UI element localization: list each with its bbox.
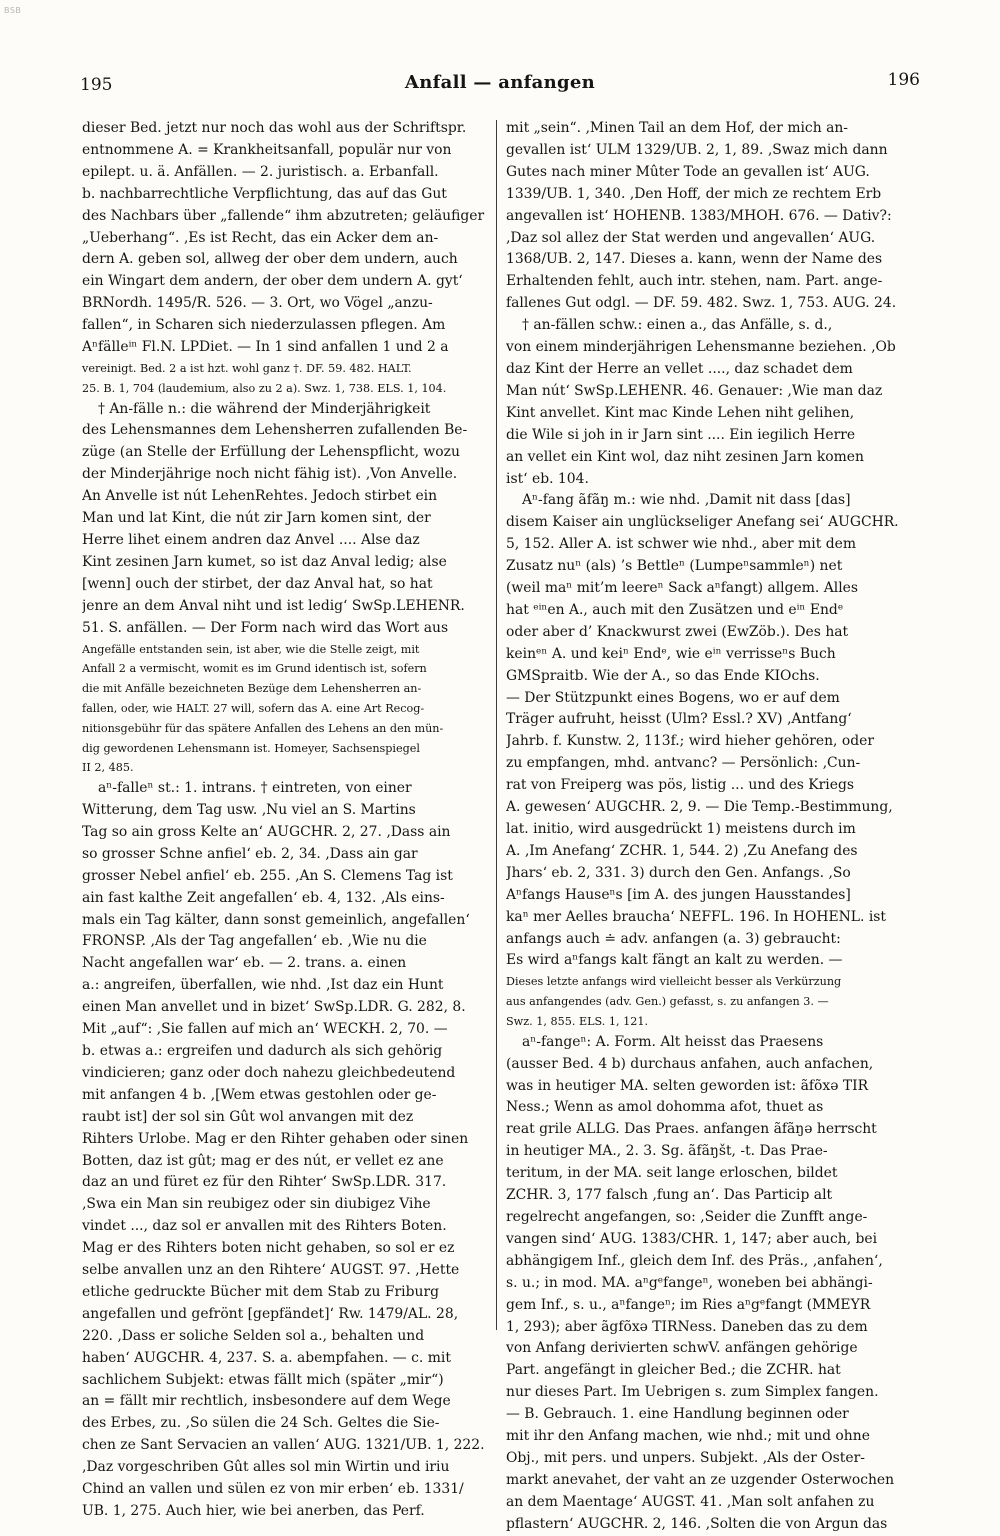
text-line: Aⁿfälleⁱⁿ Fl.N. LPDiet. — In 1 sind anfallen 1 und 2 a [82, 339, 449, 356]
text-line: reat grile ALLG. Das Praes. anfangen ãfãŋə herrscht [506, 1121, 877, 1138]
text-line: Tag so ain gross Kelte an‘ AUGCHR. 2, 27. ‚Dass ain [82, 823, 451, 840]
text-line: Mag er des Rihters boten nicht gehaben, so sol er ez [82, 1240, 455, 1257]
text-line: von einem minderjährigen Lehensmanne beziehen. ‚Ob [506, 339, 896, 356]
text-line: daz an und füret ez für den Rihter‘ SwSp.LDR. 317. [82, 1174, 447, 1191]
text-line: entnommene A. = Krankheitsanfall, populär nur von [82, 141, 452, 158]
text-line: kaⁿ mer Aelles braucha‘ NEFFL. 196. In HOHENL. ist [506, 908, 887, 925]
text-line: angevallen ist‘ HOHENB. 1383/MHOH. 676. — Dativ?: [506, 207, 892, 224]
text-line: Aⁿfangs Hauseⁿs [im A. des jungen Hausstandes] [506, 886, 851, 903]
text-line: angefallen und gefrönt [gepfändet]‘ Rw. 1479/AL. 28, [82, 1305, 459, 1322]
text-line: Botten, daz ist gût; mag er des nút, er vellet ez ane [82, 1152, 444, 1169]
text-line: † An-fälle n.: die während der Minderjährigkeit [98, 400, 431, 417]
text-line: s. u.; in mod. MA. aⁿgᵉfangeⁿ, woneben bei abhängi- [506, 1274, 873, 1291]
text-line: Mit „auf“: ‚Sie fallen auf mich an‘ WECKH. 2, 70. — [82, 1021, 448, 1038]
text-line: der Minderjährige noch nicht fähig ist). ‚Von Anvelle. [82, 466, 458, 483]
text-line: Gutes nach miner Mûter Tode an gevallen ist‘ AUG. [506, 163, 870, 180]
text-line: grosser Nebel anfiel‘ eb. 255. ‚An S. Clemens Tag ist [82, 867, 453, 884]
text-line: Nacht angefallen war‘ eb. — 2. trans. a. einen [82, 955, 407, 972]
text-line: † an-fällen schw.: einen a., das Anfälle, s. d., [522, 317, 833, 334]
text-line: die mit Anfälle bezeichneten Bezüge dem Lehensherren an- [82, 682, 422, 696]
text-line: an vellet ein Kint wol, daz niht zesinen Jarn komen [506, 448, 864, 465]
text-line: ein Wingart dem andern, der ober dem undern A. gyt‘ [82, 273, 463, 290]
text-line: — Der Stützpunkt eines Bogens, wo er auf dem [506, 689, 840, 706]
text-line: 1368/UB. 2, 147. Dieses a. kann, wenn der Name des [506, 251, 883, 268]
text-line: mit ihr den Anfang machen, wie nhd.; mit und ohne [506, 1428, 870, 1445]
text-line: Rihters Urlobe. Mag er den Rihter gehaben oder sinen [82, 1130, 469, 1147]
text-line: Swz. 1, 855. ELS. 1, 121. [506, 1014, 649, 1028]
text-line: teritum, in der MA. seit lange erloschen, bildet [506, 1165, 838, 1182]
text-line: Chind an vallen und sülen ez von mir erben‘ eb. 1331/ [82, 1481, 464, 1498]
text-line: 220. ‚Dass er soliche Selden sol a., behalten und [82, 1327, 425, 1344]
text-line: markt anevahet, der vaht an ze uzgender Osterwochen [506, 1471, 895, 1488]
text-line: aⁿ-falleⁿ st.: 1. intrans. † eintreten, von einer [98, 780, 412, 797]
text-line: vangen sind‘ AUG. 1383/CHR. 1, 147; aber auch, bei [506, 1230, 878, 1247]
text-line: lat. initio, wird ausgedrückt 1) meistens durch im [506, 821, 856, 837]
text-line: gevallen ist‘ ULM 1329/UB. 2, 1, 89. ‚Swaz mich dann [506, 141, 888, 158]
text-line: Ness.; Wenn as amol dohomma afot, thuet as [506, 1099, 824, 1116]
column-divider [496, 120, 497, 1330]
text-line: Obj., mit pers. und unpers. Subjekt. ‚Als der Oster- [506, 1449, 865, 1466]
text-line: nur dieses Part. Im Uebrigen s. zum Simplex fangen. [506, 1384, 879, 1401]
text-line: an dem Maentage‘ AUGST. 41. ‚Man solt anfahen zu [506, 1493, 875, 1510]
text-line: chen ze Sant Servacien an vallen‘ AUG. 1321/UB. 1, 222. [82, 1437, 485, 1454]
text-line: an = fällt mir rechtlich, insbesondere auf dem Wege [82, 1393, 451, 1410]
text-line: Part. angefängt in gleicher Bed.; die ZCHR. hat [506, 1362, 841, 1379]
text-line: (weil maⁿ mit’m leereⁿ Sack aⁿfangt) allgem. Alles [506, 580, 859, 597]
text-line: Kint anvellet. Kint mac Kinde Lehen niht gelihen, [506, 404, 855, 421]
text-line: vindicieren; ganz oder doch nahezu gleichbedeutend [82, 1064, 456, 1081]
text-line: 1, 293); aber ãgfõxə TIRNess. Daneben das zu dem [506, 1318, 868, 1335]
text-line: etliche gedruckte Bücher mit dem Stab zu Friburg [82, 1283, 439, 1300]
text-line: Man nút‘ SwSp.LEHENR. 46. Genauer: ‚Wie man daz [506, 382, 883, 399]
text-line: pflastern‘ AUGCHR. 2, 146. ‚Solten die von Argun das [506, 1515, 888, 1532]
text-line: 5, 152. Aller A. ist schwer wie nhd., aber mit dem [506, 536, 856, 553]
text-line: a.: angreifen, überfallen, wie nhd. ‚Ist daz ein Hunt [82, 977, 444, 994]
text-line: mit „sein“. ‚Minen Tail an dem Hof, der mich an- [506, 120, 848, 136]
text-line: hat ᵉⁱⁿen A., auch mit den Zusätzen und eⁱⁿ Endᵉ [506, 601, 844, 618]
text-line: ‚Daz vorgeschriben Gût alles sol min Wirtin und iriu [82, 1459, 450, 1476]
text-line: keinᵉⁿ A. und keiⁿ Endᵉ, wie eⁱⁿ verrisseⁿs Buch [506, 645, 836, 662]
text-line: des Nachbars über „fallende“ ihm abzutreten; geläufiger [82, 207, 485, 224]
text-line: 25. B. 1, 704 (laudemium, also zu 2 a). Swz. 1, 738. ELS. 1, 104. [82, 381, 447, 395]
text-line: dieser Bed. jetzt nur noch das wohl aus der Schriftspr. [82, 120, 467, 136]
text-line: selbe anvallen unz an den Rihtere‘ AUGST. 97. ‚Hette [82, 1262, 460, 1279]
text-line: Witterung, dem Tag usw. ‚Nu viel an S. Martins [82, 802, 416, 819]
text-line: Kint zesinen Jarn kumet, so ist daz Anval ledig; alse [82, 553, 447, 570]
text-line: dern A. geben sol, allweg der ober dem undern, auch [82, 251, 458, 268]
text-line: Dieses letzte anfangs wird vielleicht besser als Verkürzung [506, 975, 842, 989]
text-line: epilept. u. ä. Anfällen. — 2. juristisch. a. Erbanfall. [82, 163, 439, 180]
text-line: raubt ist] der sol sin Gût wol anvangen mit dez [82, 1108, 414, 1125]
text-line: ‚Daz sol allez der Stat werden und angevallen‘ AUG. [506, 229, 876, 246]
text-line: abhängigem Inf., gleich dem Inf. des Präs., ‚anfahen‘, [506, 1252, 883, 1269]
text-line: Aⁿ-fang ãfãŋ m.: wie nhd. ‚Damit nit dass [das] [522, 492, 851, 509]
text-line: Man und lat Kint, die nút zir Jarn komen sint, der [82, 510, 431, 527]
text-line: GMSpraitb. Wie der A., so das Ende KIOchs. [506, 667, 820, 684]
text-line: Jahrb. f. Kunstw. 2, 113f.; wird hieher gehören, oder [506, 733, 875, 750]
text-line: — B. Gebrauch. 1. eine Handlung beginnen oder [506, 1406, 849, 1423]
text-line: fallen, oder, wie HALT. 27 will, sofern das A. eine Art Recog- [82, 701, 425, 715]
text-line: aus anfangendes (adv. Gen.) gefasst, s. zu anfangen 3. — [506, 995, 829, 1009]
text-line: ZCHR. 3, 177 falsch ‚fung an‘. Das Particip alt [506, 1187, 833, 1204]
left-column [82, 118, 490, 1523]
text-line: UB. 1, 275. Auch hier, wie bei anerben, das Perf. [82, 1503, 425, 1520]
text-line: so grosser Schne anfiel‘ eb. 2, 34. ‚Dass ain gar [82, 845, 418, 862]
text-line: einen Man anvellet und in bizet‘ SwSp.LDR. G. 282, 8. [82, 999, 466, 1016]
text-line: rat von Freiperg was pös, listig ... und des Kriegs [506, 777, 854, 794]
text-line: Anfall 2 a vermischt, womit es im Grund identisch ist, sofern [82, 662, 427, 676]
text-line: des Erbes, zu. ‚So sülen die 24 Sch. Geltes die Sie- [82, 1415, 440, 1432]
text-line: züge (an Stelle der Erfüllung der Lehenspflicht, wozu [82, 444, 460, 461]
text-line: ‚Swa ein Man sin reubigez oder sin diubigez Vihe [82, 1196, 431, 1213]
text-line: (ausser Bed. 4 b) durchaus anfahen, auch anfachen, [506, 1055, 874, 1072]
text-line: b. nachbarrechtliche Verpflichtung, das auf das Gut [82, 185, 447, 202]
text-line: 51. S. anfällen. — Der Form nach wird das Wort aus [82, 619, 449, 636]
text-line: An Anvelle ist nút LehenRehtes. Jedoch stirbet ein [82, 488, 438, 505]
right-column [506, 118, 914, 1536]
text-line: jenre an dem Anval niht und ist ledig‘ SwSp.LEHENR. [82, 597, 465, 614]
text-line: II 2, 485. [82, 761, 134, 775]
text-line: 1339/UB. 1, 340. ‚Den Hoff, der mich ze rechtem Erb [506, 185, 882, 202]
text-line: FRONSP. ‚Als der Tag angefallen‘ eb. ‚Wie nu die [82, 933, 427, 950]
text-line: vindet ..., daz sol er anvallen mit des Rihters Boten. [82, 1218, 447, 1235]
text-line: ist‘ eb. 104. [506, 470, 589, 487]
page-number-left: 195 [80, 75, 113, 95]
text-line: gem Inf., s. u., aⁿfangeⁿ; im Ries aⁿgᵉfangt (MMEYR [506, 1296, 871, 1313]
text-line: „Ueberhang“. ‚Es ist Recht, das ein Acker dem an- [82, 229, 439, 246]
page-number-right: 196 [887, 70, 920, 90]
library-stamp: BSB [4, 6, 22, 15]
text-line: was in heutiger MA. selten geworden ist: ãfõxə TIR [506, 1077, 869, 1094]
text-line: ain fast kalthe Zeit angefallen‘ eb. 4, 132. ‚Als eins- [82, 889, 445, 906]
text-line: Herre lihet einem andren daz Anvel .... Alse daz [82, 532, 420, 548]
text-line: von Anfang derivierten schwV. anfängen gehörige [506, 1340, 858, 1357]
text-line: aⁿ-fangeⁿ: A. Form. Alt heisst das Praesens [522, 1033, 824, 1050]
text-line: regelrecht angefangen, so: ‚Seider die Zunfft ange- [506, 1208, 868, 1225]
text-line: b. etwas a.: ergreifen und dadurch als sich gehörig [82, 1042, 443, 1059]
text-line: nitionsgebühr für das spätere Anfallen des Lehens an den mün- [82, 721, 444, 735]
text-line: A. ‚Im Anefang‘ ZCHR. 1, 544. 2) ‚Zu Anefang des [506, 842, 858, 859]
text-line: anfangs auch ≐ adv. anfangen (a. 3) gebraucht: [506, 930, 841, 947]
text-line: dig gewordenen Lehensmann ist. Homeyer, Sachsenspiegel [82, 741, 420, 755]
text-line: in heutiger MA., 2. 3. Sg. ãfãŋšt, -t. Das Prae- [506, 1143, 828, 1160]
text-line: mals ein Tag kälter, dann sonst gemeinlich, angefallen‘ [82, 911, 470, 928]
text-line: BRNordh. 1495/R. 526. — 3. Ort, wo Vögel „anzu- [82, 295, 433, 312]
text-line: Zusatz nuⁿ (als) ’s Bettleⁿ (Lumpeⁿsammleⁿ) net [506, 558, 843, 575]
text-line: A. gewesen‘ AUGCHR. 2, 9. — Die Temp.-Bestimmung, [506, 799, 893, 816]
text-line: zu empfangen, mhd. antvanc? — Persönlich: ‚Cun- [506, 755, 861, 772]
text-line: haben‘ AUGCHR. 4, 237. S. a. abempfahen. — c. mit [82, 1349, 451, 1366]
text-line: des Lehensmannes dem Lehensherren zufallenden Be- [82, 422, 468, 439]
running-title: Anfall — anfangen [404, 72, 596, 93]
text-line: fallenes Gut odgl. — DF. 59. 482. Swz. 1, 753. AUG. 24. [506, 295, 897, 312]
text-line: oder aber d’ Knackwurst zwei (EwZöb.). Des hat [506, 623, 849, 640]
text-line: Träger aufruht, heisst (Ulm? Essl.? XV) ‚Antfang‘ [506, 711, 852, 728]
text-line: daz Kint der Herre an vellet ...., daz schadet dem [506, 360, 853, 377]
text-line: Erhaltenden fehlt, auch intr. stehen, nam. Part. ange- [506, 273, 883, 290]
text-line: sachlichem Subjekt: etwas fällt mich (später „mir“) [82, 1371, 444, 1388]
page-header [80, 70, 920, 100]
text-line: Es wird aⁿfangs kalt fängt an kalt zu werden. — [506, 952, 843, 969]
text-line: fallen“, in Scharen sich niederzulassen pflegen. Am [82, 317, 446, 334]
text-line: mit anfangen 4 b. ‚[Wem etwas gestohlen oder ge- [82, 1086, 437, 1103]
text-line: Jhars‘ eb. 2, 331. 3) durch den Gen. Anfangs. ‚So [506, 864, 851, 881]
text-line: disem Kaiser ain unglückseliger Anefang sei‘ AUGCHR. [506, 514, 899, 531]
text-line: vereinigt. Bed. 2 a ist hzt. wohl ganz †. DF. 59. 482. HALT. [82, 361, 412, 375]
text-line: Angefälle entstanden sein, ist aber, wie die Stelle zeigt, mit [82, 642, 420, 656]
text-line: die Wile si joh in ir Jarn sint .... Ein iegilich Herre [506, 426, 856, 443]
text-line: [wenn] ouch der stirbet, der daz Anval hat, so hat [82, 575, 433, 592]
